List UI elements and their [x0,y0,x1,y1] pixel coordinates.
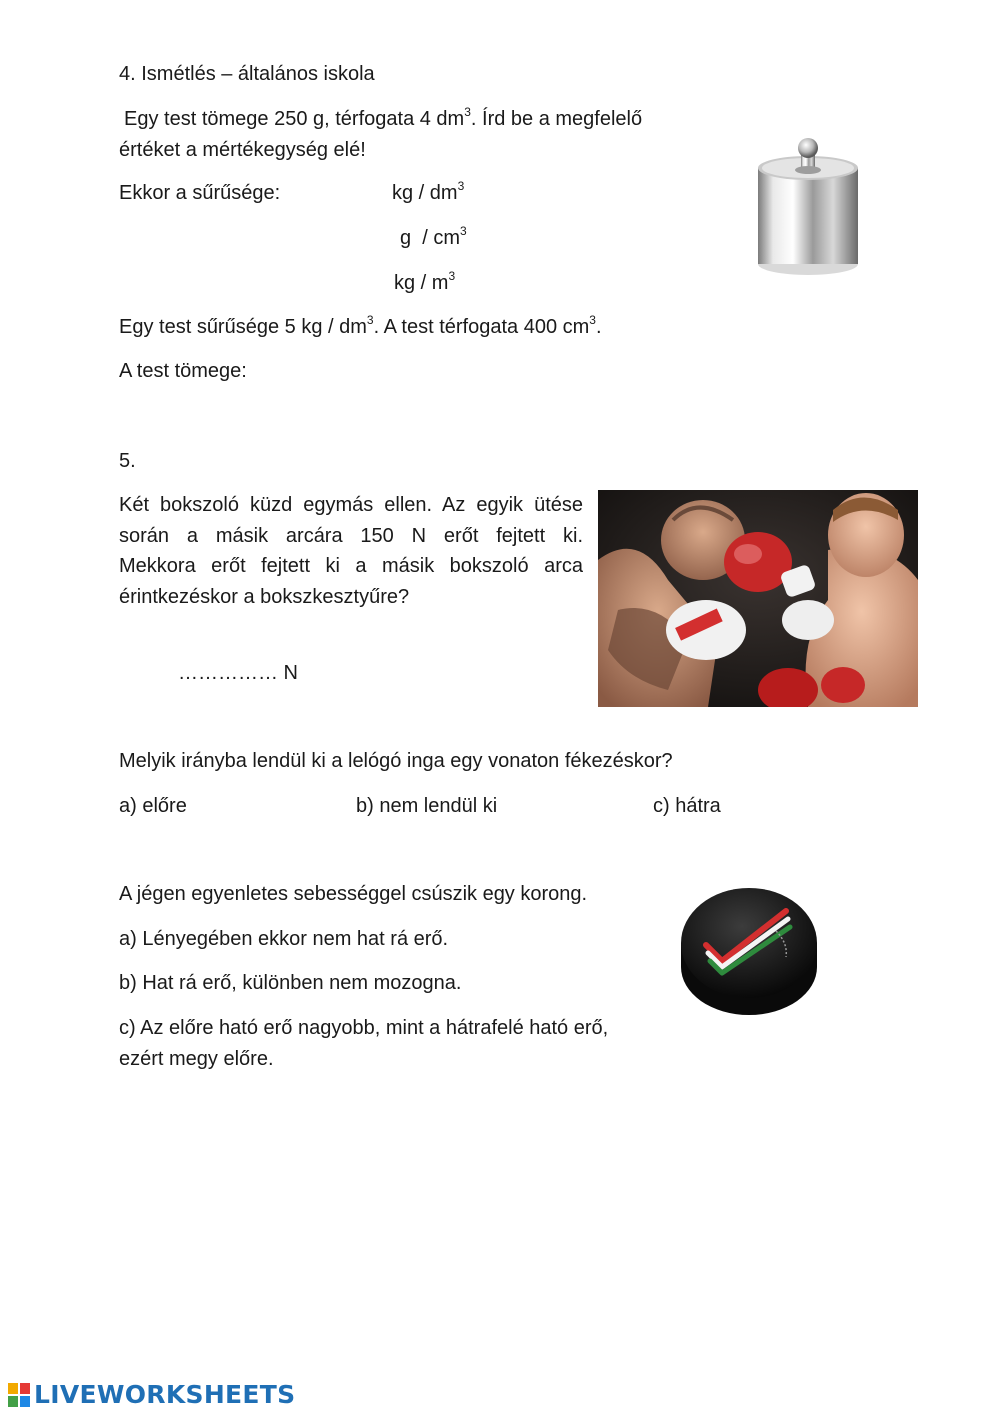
pendulum-question: Melyik irányba lendül ki a lelógó inga egy vonaton fékezéskor? [119,750,673,772]
hockey-puck-image [678,883,820,1019]
puck-statement: A jégen egyenletes sebességgel csúszik egy korong. [119,883,588,905]
puck-option-c-line2: ezért megy előre. [119,1048,274,1070]
unit-kg-m3: kg / $m^3$ [394,269,456,294]
pendulum-option-a[interactable]: a) előre [119,795,187,817]
task5-text [119,490,583,612]
boxers-photo [598,490,918,707]
mass-label: A test tömege: [119,360,247,382]
task5-number: 5. [119,450,136,472]
task4-title: 4. Ismétlés – általános iskola [119,63,375,85]
pendulum-option-c[interactable]: c) hátra [653,795,721,817]
task4-intro-line1: Egy test tömege 250 g, térfogata 4 $dm^3$. Írd be a megfelelő [124,105,643,130]
puck-option-c[interactable]: c) Az előre ható erő nagyobb, mint a hátrafelé ható erő, [119,1017,609,1039]
task5-text-line: során a másik arcára 150 N erőt fejtett ki. [119,524,583,547]
task5-text-line: Mekkora erőt fejtett ki a másik bokszoló arca [119,555,583,577]
liveworksheets-icon [8,1383,30,1407]
task4-intro-line2: értéket a mértékegység elé! [119,139,366,161]
task5-text-line: Két bokszoló küzd egymás ellen. Az egyik ütése [119,494,583,516]
unit-g-cm3: g / $cm^3$ [400,224,467,249]
weight-image [752,134,864,278]
liveworksheets-logo [8,1380,295,1410]
density-sentence: Egy test sűrűsége 5 kg / $dm^3$. A test térfogata 400 $cm^3$. [119,313,602,338]
answer-blank[interactable]: …………… N [178,662,298,684]
unit-kg-dm3: kg / $dm^3$ [392,179,465,204]
puck-option-a[interactable]: a) Lényegében ekkor nem hat rá erő. [119,928,449,950]
task5-text-line: érintkezéskor a bokszkesztyűre? [119,585,410,608]
density-label: Ekkor a sűrűsége: [119,182,281,204]
pendulum-option-b[interactable]: b) nem lendül ki [356,795,498,817]
puck-option-b[interactable]: b) Hat rá erő, különben nem mozogna. [119,972,462,994]
liveworksheets-brand: LIVEWORKSHEETS [34,1380,296,1409]
